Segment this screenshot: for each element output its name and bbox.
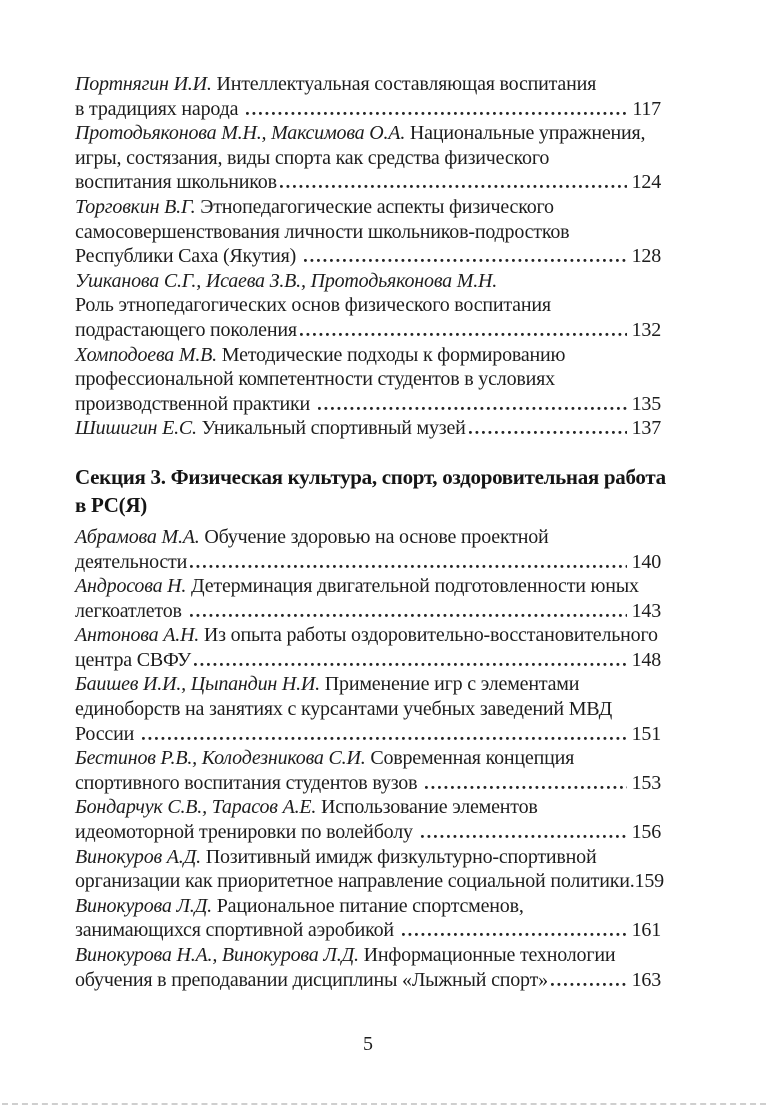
entry-text: России	[75, 722, 139, 745]
entry-text: Детерминация двигательной подготовленности юных	[186, 575, 639, 598]
dot-leader	[421, 833, 627, 838]
toc-entry-line	[75, 525, 661, 550]
entry-text: профессиональной компетентности студентов в условиях	[75, 368, 555, 391]
author-names: Винокурова Н.А., Винокурова Л.Д.	[75, 944, 359, 966]
toc-entry-line	[75, 672, 661, 697]
entry-text: организации как приоритетное направление социальной политики	[75, 870, 630, 893]
toc-entry-line	[75, 820, 661, 845]
toc-entry-line	[75, 367, 661, 392]
toc-lines	[75, 72, 666, 992]
page-number: 156	[631, 821, 661, 844]
entry-text: производственной практики	[75, 392, 315, 415]
entry-text: Методические подходы к формированию	[216, 343, 566, 366]
dot-leader	[190, 612, 627, 617]
entry-text: Из опыта работы оздоровительно-восстановительного	[199, 624, 658, 647]
toc-entry-line	[75, 416, 661, 441]
author-names: Винокуров А.Д.	[75, 845, 201, 868]
entry-text: Современная концепция	[365, 747, 575, 770]
page-number: 124	[631, 171, 661, 194]
entry-text: Роль этнопедагогических основ физического воспитания	[75, 294, 551, 317]
section-header-text: Секция 3. Физическая культура, спорт, оздоровительная работа	[75, 464, 666, 489]
page-number: 143	[631, 599, 661, 622]
entry-text: спортивного воспитания студентов вузов	[75, 771, 423, 794]
page-number: 132	[631, 318, 661, 341]
dot-leader	[300, 331, 627, 336]
page-number: 148	[631, 648, 661, 671]
author-names: Винокурова Л.Д.	[75, 894, 212, 917]
entry-text: в традициях народа	[75, 97, 244, 120]
author-names: Баишев И.И., Цыпандин Н.И.	[75, 673, 320, 696]
toc-entry-line	[75, 845, 661, 870]
dot-leader	[194, 661, 627, 666]
toc-entry-line	[75, 574, 661, 599]
entry-text: Этнопедагогические аспекты физического	[195, 195, 554, 218]
dot-leader	[318, 405, 627, 410]
dot-leader	[469, 429, 627, 434]
toc-entry-line	[75, 722, 661, 747]
entry-text: Уникальный спортивный музей	[196, 417, 466, 440]
page-number: 135	[631, 392, 661, 415]
toc-entry-line	[75, 343, 661, 368]
page-number: 137	[631, 417, 661, 440]
toc-entry-line	[75, 195, 661, 220]
toc-entry-line	[75, 318, 661, 343]
entry-text: Обучение здоровью на основе проектной	[199, 525, 549, 548]
entry-text: Республики Саха (Якутия)	[75, 245, 301, 268]
author-names: Протодьяконова М.Н., Максимова О.А.	[75, 122, 406, 145]
entry-text: Использование элементов	[316, 796, 538, 819]
author-names: Бестинов Р.В., Колодезникова С.И.	[75, 747, 366, 770]
toc-entry-line	[75, 550, 661, 575]
entry-text: Информационные технологии	[358, 944, 616, 966]
author-names: Бондарчук С.В., Тарасов А.Е.	[75, 796, 317, 819]
entry-text: Интеллектуальная составляющая воспитания	[211, 73, 597, 95]
entry-text: подрастающего поколения	[75, 318, 297, 341]
toc-entry-line	[75, 599, 661, 624]
page-number: 128	[631, 245, 661, 268]
page-number: 151	[631, 722, 661, 745]
toc-entry-line	[75, 220, 661, 245]
toc-entry-line	[75, 746, 661, 771]
entry-text: игры, состязания, виды спорта как средства физического	[75, 146, 550, 169]
entry-text: Национальные упражнения,	[405, 122, 646, 145]
dot-leader	[142, 735, 627, 740]
page-number: 140	[631, 550, 661, 573]
toc-entry-line	[75, 146, 661, 171]
entry-text: идеомоторной тренировки по волейболу	[75, 821, 418, 844]
author-names: Хомподоева М.В.	[75, 343, 217, 366]
page-number: 161	[631, 919, 661, 942]
toc-entry-line	[75, 392, 661, 417]
dot-leader	[190, 563, 627, 568]
author-names: Ушканова С.Г., Исаева З.В., Протодьяконова М.Н.	[75, 269, 498, 292]
toc-entry-line	[75, 244, 661, 269]
entry-text: центра СВФУ	[75, 648, 192, 671]
author-names: Антонова А.Н.	[75, 624, 200, 647]
entry-text: деятельности	[75, 550, 188, 573]
dot-leader	[551, 981, 627, 986]
entry-text: воспитания школьников	[75, 171, 277, 194]
scan-edge-artifact	[2, 1103, 766, 1105]
entry-text: Позитивный имидж физкультурно-спортивной	[200, 845, 597, 868]
dot-leader	[402, 931, 627, 936]
author-names: Шишигин Е.С.	[75, 417, 197, 440]
toc-entry-line	[75, 869, 664, 894]
section-header-text: в РС(Я)	[75, 492, 147, 517]
toc-entry-line	[75, 121, 661, 146]
entry-text: Рациональное питание спортсменов,	[211, 894, 524, 917]
page-number: 117	[632, 97, 661, 120]
toc-entry-line	[75, 648, 661, 673]
toc-entry-line	[75, 795, 661, 820]
author-names: Торговкин В.Г.	[75, 195, 196, 218]
author-names: Портнягин И.И.	[75, 73, 212, 95]
toc-entry-line	[75, 293, 661, 318]
section-header-line	[75, 491, 661, 519]
toc-entry-line	[75, 269, 661, 294]
page-number: .159	[629, 870, 664, 893]
page-number: 163	[631, 968, 661, 991]
toc-entry-line	[75, 918, 661, 943]
dot-leader	[280, 183, 627, 188]
dot-leader	[246, 110, 627, 115]
toc-entry-line	[75, 771, 661, 796]
author-names: Андросова Н.	[75, 575, 187, 598]
footer-page-number: 5	[363, 1033, 373, 1055]
toc-entry-line	[75, 968, 661, 993]
section-header-line	[75, 463, 666, 491]
entry-text: Применение игр с элементами	[319, 673, 580, 696]
entry-text: самосовершенствования личности школьников-подростков	[75, 220, 570, 243]
dot-leader	[304, 257, 627, 262]
page-number: 153	[631, 771, 661, 794]
entry-text: легкоатлетов	[75, 599, 187, 622]
toc-entry-line	[75, 894, 661, 919]
entry-text: единоборств на занятиях с курсантами учебных заведений МВД	[75, 698, 613, 721]
author-names: Абрамова М.А.	[75, 525, 200, 548]
toc-entry-line	[75, 697, 661, 722]
toc-entry-line	[75, 943, 661, 968]
toc-entry-line	[75, 170, 661, 195]
entry-text: обучения в преподавании дисциплины «Лыжный спорт»	[75, 968, 548, 991]
toc-entry-line	[75, 623, 661, 648]
dot-leader	[425, 784, 626, 789]
entry-text: занимающихся спортивной аэробикой	[75, 919, 399, 942]
toc-entry-line	[75, 97, 661, 122]
toc-entry-line	[75, 72, 661, 97]
